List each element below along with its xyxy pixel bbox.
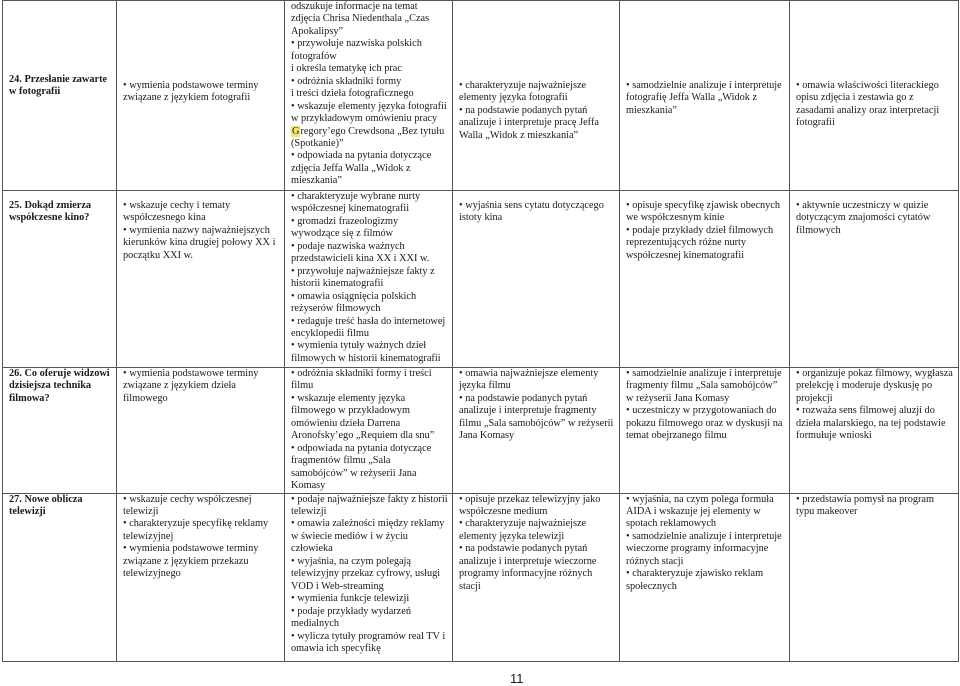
list-item: • opisuje specyfikę zjawisk obecnych we współczesnym kinie — [626, 200, 785, 225]
list-item: • odróżnia składniki formy — [291, 76, 448, 88]
list-item: • na podstawie podanych pytań analizuje i interpretuje pracę Jeffa Walla „Widok z mieszkania” — [459, 105, 615, 142]
terms-cell — [117, 368, 285, 494]
list-item: • wymienia funkcje telewizji — [291, 593, 448, 605]
list-item: • aktywnie uczestniczy w quizie dotyczącym znajomości cytatów filmowych — [796, 200, 954, 237]
list-item: • redaguje treść hasła do internetowej encyklopedii filmu — [291, 316, 448, 341]
advanced-cell — [790, 493, 959, 661]
extended-cell — [620, 191, 790, 368]
list-item: • wylicza tytuły programów real TV i omawia ich specyfikę — [291, 631, 448, 656]
list-item: • organizuje pokaz filmowy, wygłasza prelekcję i moderuje dyskusję po projekcji — [796, 368, 954, 405]
list-item: • na podstawie podanych pytań analizuje i interpretuje wieczorne programy informacyjne różnych stacji — [459, 543, 615, 593]
list-item: • wymienia podstawowe terminy związane z językiem dzieła filmowego — [123, 368, 280, 405]
list-item: • wyjaśnia, na czym polega formuła AIDA i wskazuje jej elementy w spotach reklamowych — [626, 494, 785, 531]
list-item: • na podstawie podanych pytań analizuje i interpretuje fragmenty filmu „Sala samobójców” w reżyserii Jana Komasy — [459, 393, 615, 443]
terms-cell — [117, 191, 285, 368]
topic-27 — [3, 493, 117, 661]
list-item: • wskazuje cechy współczesnej telewizji — [123, 494, 280, 519]
topic-title: 27. Nowe oblicza telewizji — [9, 493, 83, 517]
list-item: • podaje przykłady dzieł filmowych reprezentujących różne nurty współczesnej kinematografii — [626, 225, 785, 262]
list-item: • odpowiada na pytania dotyczące fragmentów filmu „Sala samobójców” w reżyserii Jana Komasy — [291, 443, 448, 493]
list-item: • podaje najważniejsze fakty z historii telewizji — [291, 494, 448, 519]
list-item: • wskazuje elementy języka filmowego w przykładowym omówieniu dzieła Darrena Aronofsky’ego „Requiem dla snu” — [291, 393, 448, 443]
list-item: • wymienia nazwy najważniejszych kierunków kina drugiej połowy XX i początku XXI w. — [123, 225, 280, 262]
list-item: • przedstawia pomysł na program typu makeover — [796, 494, 954, 519]
list-item: • odpowiada na pytania dotyczące zdjęcia Jeffa Walla „Widok z mieszkania” — [291, 150, 448, 187]
list-item: • omawia osiągnięcia polskich reżyserów filmowych — [291, 291, 448, 316]
topic-24 — [3, 1, 117, 191]
table-row — [3, 493, 959, 661]
basic-cell — [453, 191, 620, 368]
list-item: • charakteryzuje wybrane nurty współczesnej kinematografii — [291, 191, 448, 216]
table-row — [3, 191, 959, 368]
list-item: • samodzielnie analizuje i interpretuje fragmenty filmu „Sala samobójców” w reżyserii Jana Komasy — [626, 368, 785, 405]
list-item: • odróżnia składniki formy i treści filmu — [291, 368, 448, 393]
content-cell — [285, 191, 453, 368]
content-cell — [285, 1, 453, 191]
topic-25 — [3, 191, 117, 368]
list-item: • samodzielnie analizuje i interpretuje wieczorne programy informacyjne różnych stacji — [626, 531, 785, 568]
topic-title: 25. Dokąd zmierza współczesne kino? — [9, 200, 92, 224]
basic-cell — [453, 368, 620, 494]
list-item: • uczestniczy w przygotowaniach do pokazu filmowego oraz w dyskusji na temat obejrzanego filmu — [626, 405, 785, 442]
table-row — [3, 1, 959, 191]
list-item: • omawia właściwości literackiego opisu zdjęcia i zestawia go z zasadami analizy oraz interpretacji fotografii — [796, 80, 954, 130]
list-item: • opisuje przekaz telewizyjny jako współczesne medium — [459, 494, 615, 519]
list-item: • wymienia tytuły ważnych dzieł filmowych w historii kinematografii — [291, 340, 448, 365]
list-item: • wyjaśnia, na czym polegają telewizyjny przekaz cyfrowy, usługi VOD i Web-streaming — [291, 556, 448, 593]
advanced-cell — [790, 1, 959, 191]
topic-title: 24. Przesłanie zawarte w fotografii — [9, 74, 108, 98]
page-number: 11 — [510, 671, 524, 686]
list-item: • omawia najważniejsze elementy języka filmu — [459, 368, 615, 393]
list-item: • przywołuje nazwiska polskich fotografów — [291, 38, 448, 63]
list-item: • wyjaśnia sens cytatu dotyczącego istoty kina — [459, 200, 615, 225]
list-item: • gromadzi frazeologizmy wywodzące się z filmów — [291, 216, 448, 241]
topic-26 — [3, 368, 117, 494]
list-item: • rozważa sens filmowej aluzji do dzieła malarskiego, na tej podstawie formułuje wnioski — [796, 405, 954, 442]
list-item: • podaje przykłady wydarzeń medialnych — [291, 606, 448, 631]
list-item: • przywołuje najważniejsze fakty z historii kinematografii — [291, 266, 448, 291]
list-item: • wskazuje elementy języka fotografii w przykładowym omówieniu pracy Gregory’ego Crewdsona „Bez tytułu (Spotkanie)” — [291, 101, 448, 151]
list-item: • wymienia podstawowe terminy związane z językiem przekazu telewizyjnego — [123, 543, 280, 580]
list-item: • wskazuje cechy i tematy współczesnego kina — [123, 200, 280, 225]
extended-cell — [620, 368, 790, 494]
list-item: odszukuje informacje na temat zdjęcia Chrisa Niedenthala „Czas Apokalipsy” — [291, 1, 430, 37]
list-item: • charakteryzuje najważniejsze elementy języka telewizji — [459, 518, 615, 543]
extended-cell — [620, 1, 790, 191]
content-cell — [285, 368, 453, 494]
list-item: • charakteryzuje najważniejsze elementy języka fotografii — [459, 80, 615, 105]
table-row — [3, 368, 959, 494]
list-item: • charakteryzuje specyfikę reklamy telewizyjnej — [123, 518, 280, 543]
advanced-cell — [790, 191, 959, 368]
terms-cell — [117, 493, 285, 661]
advanced-cell — [790, 368, 959, 494]
list-item: • wymienia podstawowe terminy związane z językiem fotografii — [123, 80, 280, 105]
basic-cell — [453, 493, 620, 661]
list-item: • podaje nazwiska ważnych przedstawicieli kina XX i XXI w. — [291, 241, 448, 266]
basic-cell — [453, 1, 620, 191]
terms-cell — [117, 1, 285, 191]
highlight-mark: G — [292, 125, 300, 137]
topic-title: 26. Co oferuje widzowi dzisiejsza technika filmowa? — [9, 368, 110, 404]
content-cell — [285, 493, 453, 661]
list-item: i określa tematykę ich prac — [291, 63, 402, 75]
list-item: • omawia zależności między reklamy w świecie mediów i w życiu człowieka — [291, 518, 448, 555]
list-item: i treści dzieła fotograficznego — [291, 88, 414, 100]
list-item: • samodzielnie analizuje i interpretuje fotografię Jeffa Walla „Widok z mieszkania” — [626, 80, 785, 117]
curriculum-table — [2, 0, 959, 662]
extended-cell — [620, 493, 790, 661]
list-item: • charakteryzuje zjawisko reklam społecznych — [626, 568, 785, 593]
